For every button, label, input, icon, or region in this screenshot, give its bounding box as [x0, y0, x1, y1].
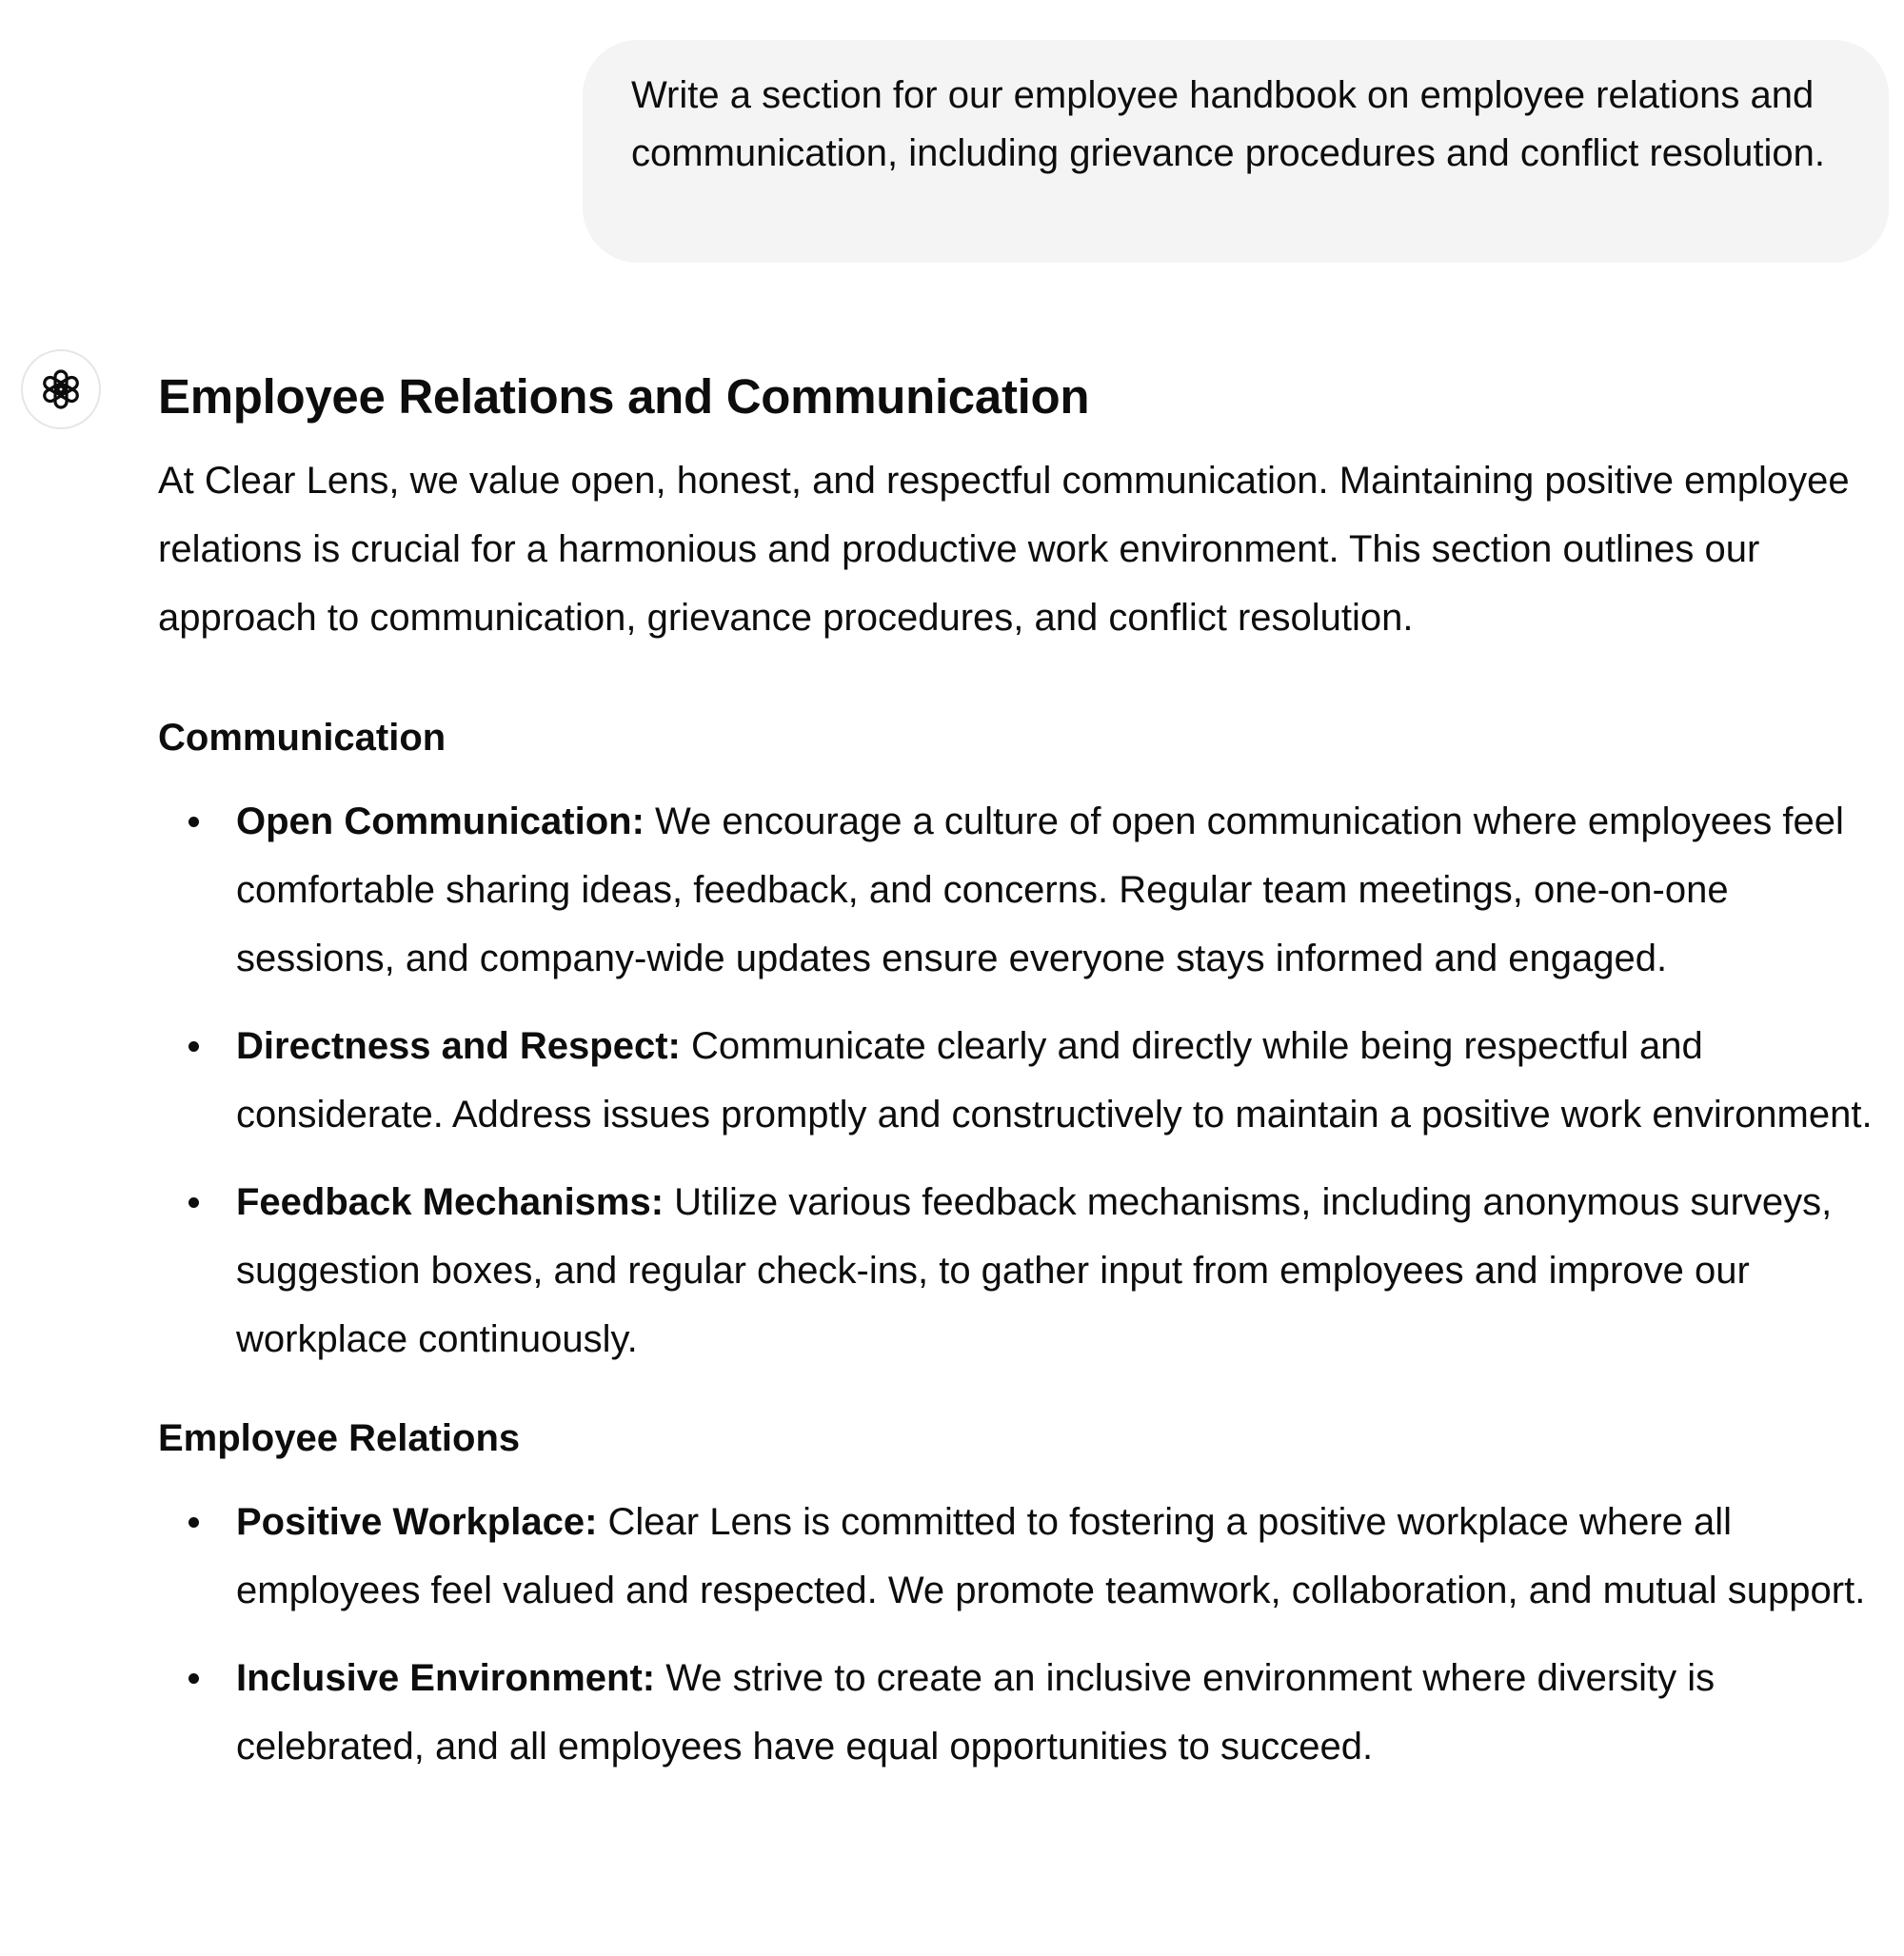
list-item [158, 1168, 1891, 1373]
assistant-avatar [21, 349, 101, 429]
list-item-text: We encourage a culture of open communication where employees feel comfortable sharing ideas, feedback, and concerns. Regular team meetings, one-on-one sessions, and company-wide updates ensure everyone stays informed and engaged. [236, 800, 1844, 979]
list-item [158, 1012, 1891, 1149]
list-item [158, 787, 1891, 993]
bullet-icon [188, 1197, 199, 1208]
employee-relations-list [158, 1488, 1891, 1781]
list-item-text: We strive to create an inclusive environment where diversity is celebrated, and all employees have equal opportunities to succeed. [236, 1657, 1716, 1768]
list-item-label: Inclusive Environment: [236, 1657, 656, 1699]
assistant-response [158, 364, 1891, 1800]
list-item-label: Positive Workplace: [236, 1501, 598, 1543]
user-message-text: Write a section for our employee handbook on employee relations and communication, including grievance procedures and conflict resolution. [631, 74, 1826, 174]
list-item-label: Directness and Respect: [236, 1025, 681, 1067]
communication-list [158, 787, 1891, 1373]
list-item-text: Communicate clearly and directly while being respectful and considerate. Address issues promptly and constructively to maintain a positive work environment. [236, 1025, 1873, 1136]
bullet-icon [188, 817, 199, 827]
list-item-label: Open Communication: [236, 800, 645, 842]
bullet-icon [188, 1673, 199, 1684]
user-message-bubble [583, 40, 1889, 263]
response-intro: At Clear Lens, we value open, honest, and respectful communication. Maintaining positive employee relations is crucial for a harmonious and productive work environment. This section outlines our approach to communication, grievance procedures, and conflict resolution. [158, 460, 1850, 639]
list-item-text: Utilize various feedback mechanisms, including anonymous surveys, suggestion boxes, and regular check-ins, to gather input from employees and improve our workplace continuously. [236, 1181, 1833, 1360]
section-heading-communication: Communication [158, 717, 446, 759]
bullet-icon [188, 1041, 199, 1052]
list-item-text: Clear Lens is committed to fostering a positive workplace where all employees feel valued and respected. We promote teamwork, collaboration, and mutual support. [236, 1501, 1866, 1611]
list-item-label: Feedback Mechanisms: [236, 1181, 664, 1223]
list-item [158, 1644, 1891, 1781]
bullet-icon [188, 1517, 199, 1528]
response-title: Employee Relations and Communication [158, 369, 1090, 424]
openai-logo-icon [38, 366, 84, 412]
section-heading-employee-relations: Employee Relations [158, 1417, 521, 1459]
list-item [158, 1488, 1891, 1625]
